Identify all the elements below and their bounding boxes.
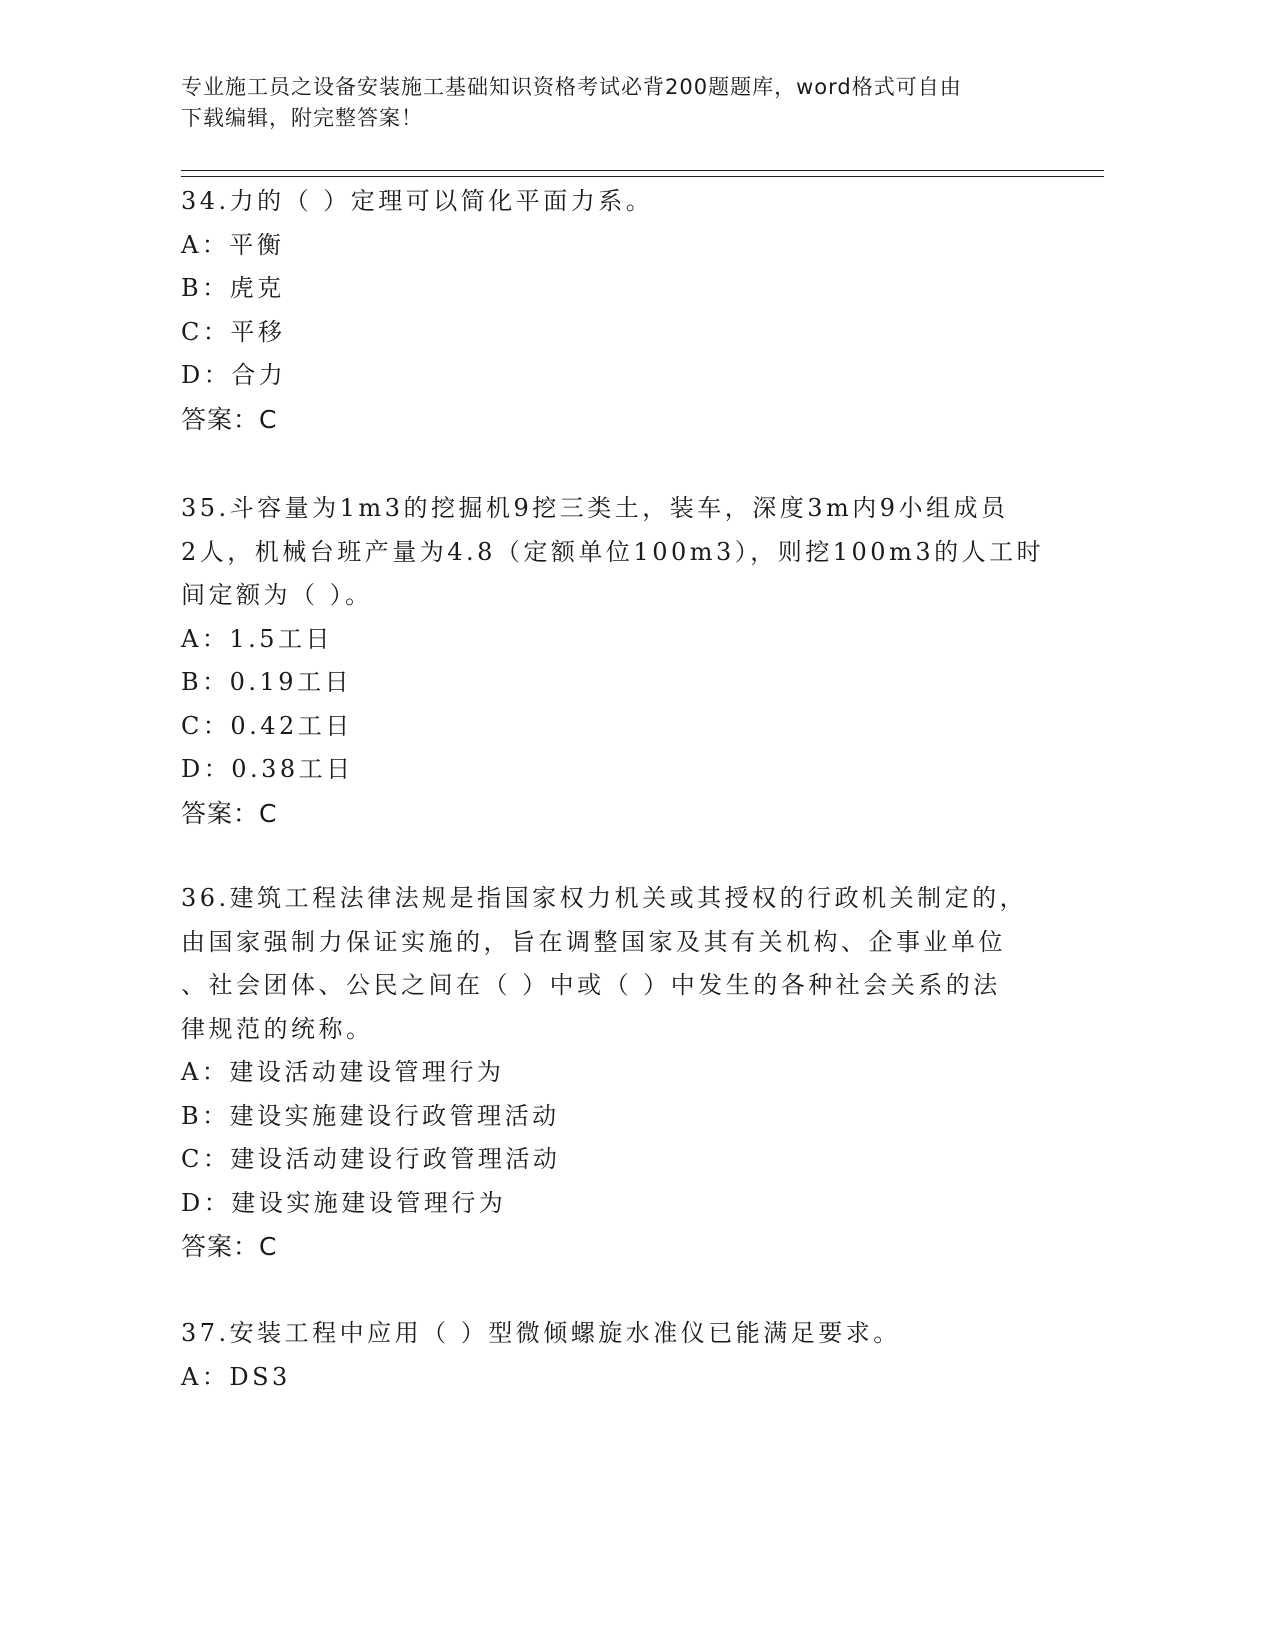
header-line-2: 下载编辑，附完整答案！ <box>181 106 423 130</box>
answer: 答案：C <box>181 404 278 434</box>
option-c: C：平移 <box>181 317 286 346</box>
option-d: D：合力 <box>181 361 287 389</box>
question-36 <box>181 877 1041 1269</box>
option-a: A：平衡 <box>181 230 285 259</box>
option-b: B：0.19工日 <box>181 668 353 696</box>
option-b: B：建设实施建设行政管理活动 <box>181 1101 560 1130</box>
question-stem: 、社会团体、公民之间在（ ）中或（ ）中发生的各种社会关系的法 <box>181 971 1001 999</box>
question-37 <box>181 1312 1041 1399</box>
answer: 答案：C <box>181 1232 278 1261</box>
option-a: A：1.5工日 <box>181 624 333 653</box>
option-c: C：0.42工日 <box>181 711 353 740</box>
option-d: D：0.38工日 <box>181 755 354 783</box>
document-header <box>181 72 1041 134</box>
question-stem: 37.安装工程中应用（ ）型微倾螺旋水准仪已能满足要求。 <box>181 1319 901 1347</box>
question-stem: 间定额为（ ）。 <box>181 581 373 609</box>
question-34 <box>181 180 1041 441</box>
question-stem: 35.斗容量为1m3的挖掘机9挖三类土，装车，深度3m内9小组成员 <box>181 494 1009 522</box>
question-stem: 34.力的（ ）定理可以简化平面力系。 <box>181 187 654 215</box>
question-stem: 2人，机械台班产量为4.8（定额单位100m3），则挖100m3的人工时 <box>181 537 1045 566</box>
option-a: A：建设活动建设管理行为 <box>181 1058 505 1086</box>
question-stem: 律规范的统称。 <box>181 1014 374 1043</box>
header-divider-bottom <box>181 176 1104 177</box>
question-35 <box>181 487 1045 835</box>
question-stem: 由国家强制力保证实施的，旨在调整国家及其有关机构、企事业单位 <box>181 927 1006 956</box>
question-stem: 36.建筑工程法律法规是指国家权力机关或其授权的行政机关制定的， <box>181 884 1028 912</box>
header-line-1: 专业施工员之设备安装施工基础知识资格考试必背200题题库，word格式可自由 <box>181 75 962 99</box>
header-divider-top <box>181 170 1104 171</box>
option-d: D：建设实施建设管理行为 <box>181 1188 507 1217</box>
option-c: C：建设活动建设行政管理活动 <box>181 1145 561 1173</box>
answer: 答案：C <box>181 798 278 828</box>
option-a: A：DS3 <box>181 1362 291 1391</box>
option-b: B：虎克 <box>181 274 285 302</box>
